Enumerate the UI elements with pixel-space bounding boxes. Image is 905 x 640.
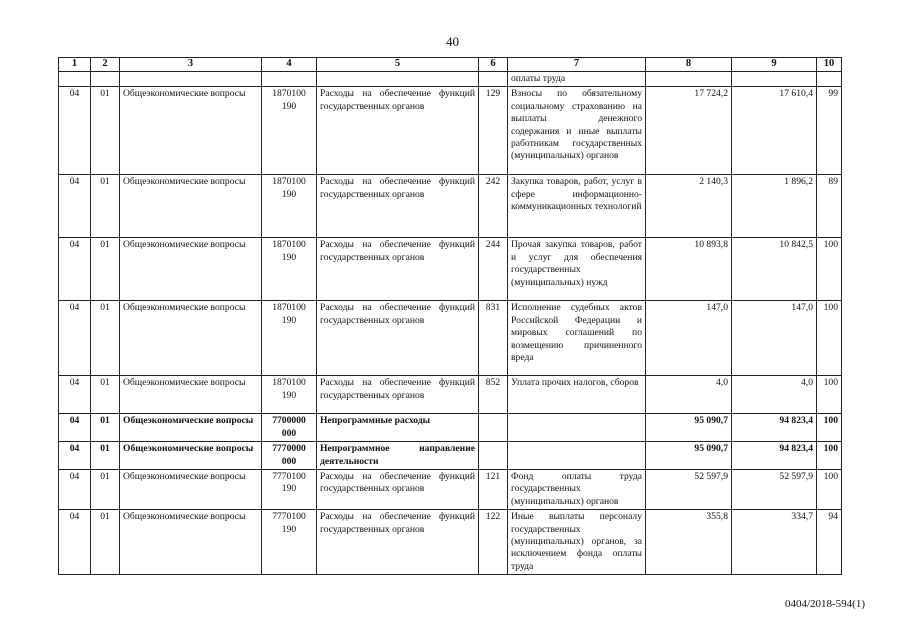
target-article-cell: 1870100 190 [262, 238, 317, 301]
target-article-cell: 7700000 000 [262, 414, 317, 442]
section-code-cell: 04 [59, 376, 91, 414]
expense-type-cell: 852 [479, 376, 508, 414]
planned-amount-cell: 2 140,3 [646, 175, 732, 238]
execution-percent-cell: 94 [817, 510, 842, 575]
section-code-cell: 04 [59, 238, 91, 301]
execution-percent-cell: 100 [817, 470, 842, 510]
table-row [59, 87, 842, 175]
executed-amount-cell: 94 823,4 [732, 414, 817, 442]
execution-percent-cell [817, 72, 842, 87]
expense-type-name-cell: Взносы по обязательному социальному страхованию на выплаты денежного содержания и иные выплаты работникам государственных (муниципальных) органов [508, 87, 646, 175]
section-name-cell: Общеэкономические вопросы [120, 414, 262, 442]
expense-type-name-cell [508, 442, 646, 470]
col-header: 5 [317, 58, 479, 72]
section-name-cell: Общеэкономические вопросы [120, 175, 262, 238]
expense-type-cell [479, 442, 508, 470]
section-name-cell: Общеэкономические вопросы [120, 510, 262, 575]
table-row [59, 376, 842, 414]
subsection-code-cell: 01 [91, 175, 120, 238]
expense-type-cell: 242 [479, 175, 508, 238]
execution-percent-cell: 89 [817, 175, 842, 238]
col-header: 4 [262, 58, 317, 72]
table-body [59, 72, 842, 575]
planned-amount-cell [646, 72, 732, 87]
col-header: 6 [479, 58, 508, 72]
target-article-cell [262, 72, 317, 87]
execution-percent-cell: 99 [817, 87, 842, 175]
subsection-code-cell: 01 [91, 414, 120, 442]
planned-amount-cell: 52 597,9 [646, 470, 732, 510]
table-row [59, 414, 842, 442]
planned-amount-cell: 95 090,7 [646, 414, 732, 442]
table-row [59, 72, 842, 87]
article-name-cell: Расходы на обеспечение функций государственных органов [317, 175, 479, 238]
section-name-cell: Общеэкономические вопросы [120, 442, 262, 470]
target-article-cell: 7770100 190 [262, 470, 317, 510]
target-article-cell: 1870100 190 [262, 301, 317, 376]
target-article-cell: 7770000 000 [262, 442, 317, 470]
execution-percent-cell: 100 [817, 442, 842, 470]
expense-type-name-cell [508, 414, 646, 442]
article-name-cell: Расходы на обеспечение функций государственных органов [317, 510, 479, 575]
table-row [59, 510, 842, 575]
article-name-cell: Расходы на обеспечение функций государственных органов [317, 301, 479, 376]
planned-amount-cell: 355,8 [646, 510, 732, 575]
subsection-code-cell: 01 [91, 442, 120, 470]
table-header-row [59, 58, 842, 72]
article-name-cell: Расходы на обеспечение функций государственных органов [317, 238, 479, 301]
expense-type-name-cell: оплаты труда [508, 72, 646, 87]
document-code: 0404/2018-594(1) [784, 598, 865, 610]
page-number: 40 [446, 34, 459, 49]
expense-type-name-cell: Иные выплаты персоналу государственных (муниципальных) органов, за исключением фонда оплаты труда [508, 510, 646, 575]
execution-percent-cell: 100 [817, 238, 842, 301]
col-header: 7 [508, 58, 646, 72]
section-code-cell: 04 [59, 175, 91, 238]
article-name-cell: Непрограммные расходы [317, 414, 479, 442]
expense-type-cell: 244 [479, 238, 508, 301]
section-name-cell: Общеэкономические вопросы [120, 238, 262, 301]
planned-amount-cell: 17 724,2 [646, 87, 732, 175]
expense-type-cell [479, 414, 508, 442]
expense-type-name-cell: Исполнение судебных актов Российской Федерации и мировых соглашений по возмещению причиненного вреда [508, 301, 646, 376]
table-row [59, 238, 842, 301]
executed-amount-cell: 17 610,4 [732, 87, 817, 175]
expense-type-cell [479, 72, 508, 87]
subsection-code-cell: 01 [91, 510, 120, 575]
subsection-code-cell: 01 [91, 301, 120, 376]
subsection-code-cell: 01 [91, 238, 120, 301]
executed-amount-cell [732, 72, 817, 87]
article-name-cell: Непрограммное направление деятельности [317, 442, 479, 470]
executed-amount-cell: 1 896,2 [732, 175, 817, 238]
section-code-cell: 04 [59, 87, 91, 175]
expense-type-cell: 122 [479, 510, 508, 575]
section-name-cell: Общеэкономические вопросы [120, 470, 262, 510]
expense-type-name-cell: Закупка товаров, работ, услуг в сфере информационно-коммуникационных технологий [508, 175, 646, 238]
col-header: 3 [120, 58, 262, 72]
expense-type-name-cell: Фонд оплаты труда государственных (муниципальных) органов [508, 470, 646, 510]
subsection-code-cell [91, 72, 120, 87]
expense-type-name-cell: Уплата прочих налогов, сборов [508, 376, 646, 414]
expense-type-name-cell: Прочая закупка товаров, работ и услуг для обеспечения государственных (муниципальных) нужд [508, 238, 646, 301]
article-name-cell: Расходы на обеспечение функций государственных органов [317, 470, 479, 510]
budget-table [58, 57, 842, 575]
planned-amount-cell: 4,0 [646, 376, 732, 414]
col-header: 9 [732, 58, 817, 72]
col-header: 10 [817, 58, 842, 72]
section-name-cell [120, 72, 262, 87]
section-name-cell: Общеэкономические вопросы [120, 376, 262, 414]
target-article-cell: 1870100 190 [262, 87, 317, 175]
execution-percent-cell: 100 [817, 414, 842, 442]
expense-type-cell: 129 [479, 87, 508, 175]
article-name-cell: Расходы на обеспечение функций государственных органов [317, 87, 479, 175]
subsection-code-cell: 01 [91, 470, 120, 510]
planned-amount-cell: 10 893,8 [646, 238, 732, 301]
section-code-cell [59, 72, 91, 87]
executed-amount-cell: 147,0 [732, 301, 817, 376]
section-code-cell: 04 [59, 442, 91, 470]
table-row [59, 470, 842, 510]
col-header: 1 [59, 58, 91, 72]
executed-amount-cell: 94 823,4 [732, 442, 817, 470]
section-name-cell: Общеэкономические вопросы [120, 87, 262, 175]
section-code-cell: 04 [59, 470, 91, 510]
table-row [59, 175, 842, 238]
article-name-cell [317, 72, 479, 87]
execution-percent-cell: 100 [817, 301, 842, 376]
table-row [59, 301, 842, 376]
target-article-cell: 7770100 190 [262, 510, 317, 575]
expense-type-cell: 831 [479, 301, 508, 376]
executed-amount-cell: 10 842,5 [732, 238, 817, 301]
executed-amount-cell: 334,7 [732, 510, 817, 575]
executed-amount-cell: 4,0 [732, 376, 817, 414]
article-name-cell: Расходы на обеспечение функций государственных органов [317, 376, 479, 414]
subsection-code-cell: 01 [91, 87, 120, 175]
table-row [59, 442, 842, 470]
section-code-cell: 04 [59, 301, 91, 376]
planned-amount-cell: 95 090,7 [646, 442, 732, 470]
section-code-cell: 04 [59, 414, 91, 442]
section-code-cell: 04 [59, 510, 91, 575]
col-header: 8 [646, 58, 732, 72]
col-header: 2 [91, 58, 120, 72]
target-article-cell: 1870100 190 [262, 175, 317, 238]
section-name-cell: Общеэкономические вопросы [120, 301, 262, 376]
subsection-code-cell: 01 [91, 376, 120, 414]
planned-amount-cell: 147,0 [646, 301, 732, 376]
target-article-cell: 1870100 190 [262, 376, 317, 414]
executed-amount-cell: 52 597,9 [732, 470, 817, 510]
execution-percent-cell: 100 [817, 376, 842, 414]
expense-type-cell: 121 [479, 470, 508, 510]
